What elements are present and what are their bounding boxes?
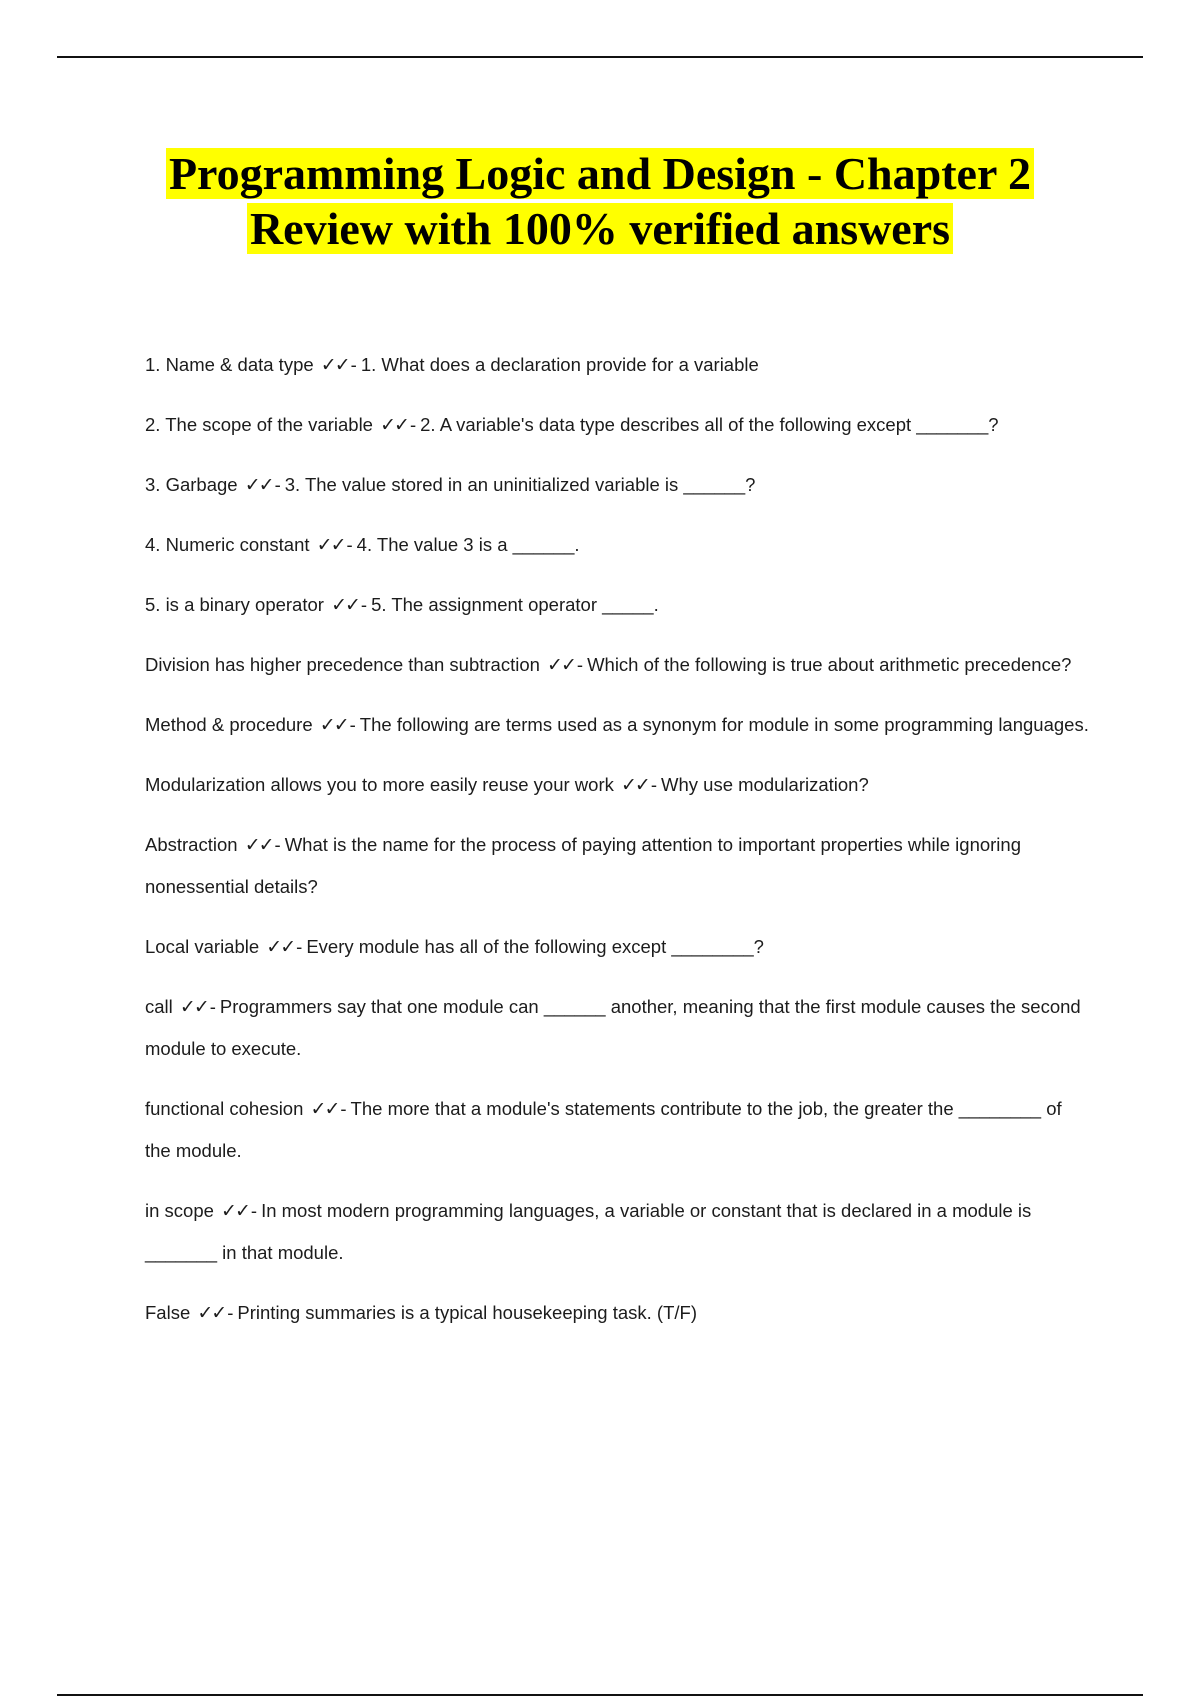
- answer-text: in scope: [145, 1200, 214, 1221]
- qa-item: [145, 986, 1090, 1070]
- separator-dash: -: [650, 774, 658, 795]
- separator-dash: -: [350, 354, 357, 375]
- separator-dash: -: [274, 474, 281, 495]
- question-text: 4. The value 3 is a ______.: [356, 534, 580, 555]
- separator-dash: -: [349, 714, 356, 735]
- question-text: Every module has all of the following except ________?: [306, 936, 764, 957]
- double-check-icon: ✓✓: [380, 414, 408, 436]
- separator-dash: -: [360, 594, 368, 615]
- title-line-1: Programming Logic and Design - Chapter 2: [166, 148, 1034, 199]
- answer-text: call: [145, 996, 173, 1017]
- answer-text: 4. Numeric constant: [145, 534, 310, 555]
- separator-dash: -: [250, 1200, 258, 1221]
- double-check-icon: ✓✓: [244, 474, 273, 496]
- question-text: The more that a module's statements contribute to the job, the greater the ________ of the module.: [145, 1098, 1062, 1161]
- question-text: 1. What does a declaration provide for a variable: [360, 354, 759, 375]
- title-block: [0, 146, 1200, 256]
- qa-item: [145, 704, 1090, 746]
- qa-item: [145, 344, 1090, 386]
- answer-text: Division has higher precedence than subtraction: [145, 654, 540, 675]
- question-text: Printing summaries is a typical housekeeping task. (T/F): [237, 1302, 697, 1323]
- question-text: Programmers say that one module can ______ another, meaning that the first module causes the second module to execute.: [145, 996, 1081, 1059]
- question-text: What is the name for the process of paying attention to important properties while ignoring nonessential details?: [145, 834, 1021, 897]
- separator-dash: -: [340, 1098, 347, 1119]
- separator-dash: -: [209, 996, 216, 1017]
- double-check-icon: ✓✓: [197, 1302, 226, 1324]
- question-text: 5. The assignment operator _____.: [371, 594, 659, 615]
- answer-text: 5. is a binary operator: [145, 594, 324, 615]
- double-check-icon: ✓✓: [547, 654, 575, 676]
- top-rule: [57, 56, 1143, 58]
- answer-text: functional cohesion: [145, 1098, 304, 1119]
- separator-dash: -: [409, 414, 417, 435]
- double-check-icon: ✓✓: [319, 714, 348, 736]
- qa-item: [145, 824, 1090, 908]
- qa-item: [145, 926, 1090, 968]
- answer-text: 1. Name & data type: [145, 354, 314, 375]
- double-check-icon: ✓✓: [316, 534, 345, 556]
- qa-item: [145, 764, 1090, 806]
- qa-item: [145, 1088, 1090, 1172]
- answer-text: Local variable: [145, 936, 260, 957]
- double-check-icon: ✓✓: [221, 1200, 249, 1222]
- answer-text: Abstraction: [145, 834, 238, 855]
- qa-item: [145, 584, 1090, 626]
- answer-text: Method & procedure: [145, 714, 313, 735]
- qa-item: [145, 524, 1090, 566]
- answer-text: 2. The scope of the variable: [145, 414, 373, 435]
- question-text: The following are terms used as a synonym for module in some programming languages.: [359, 714, 1089, 735]
- title-line-2: Review with 100% verified answers: [247, 203, 953, 254]
- separator-dash: -: [227, 1302, 234, 1323]
- answer-text: Modularization allows you to more easily reuse your work: [145, 774, 614, 795]
- double-check-icon: ✓✓: [621, 774, 649, 796]
- double-check-icon: ✓✓: [179, 996, 208, 1018]
- separator-dash: -: [274, 834, 281, 855]
- double-check-icon: ✓✓: [244, 834, 273, 856]
- qa-item: [145, 1292, 1090, 1334]
- double-check-icon: ✓✓: [331, 594, 359, 616]
- qa-item: [145, 1190, 1090, 1274]
- answer-text: 3. Garbage: [145, 474, 238, 495]
- question-text: In most modern programming languages, a variable or constant that is declared in a module is _______ in that module.: [145, 1200, 1032, 1263]
- separator-dash: -: [346, 534, 353, 555]
- qa-item: [145, 404, 1090, 446]
- qa-list: [145, 344, 1090, 1352]
- answer-text: False: [145, 1302, 191, 1323]
- qa-item: [145, 464, 1090, 506]
- question-text: 3. The value stored in an uninitialized variable is ______?: [284, 474, 756, 495]
- document-title: [0, 146, 1200, 256]
- question-text: Which of the following is true about arithmetic precedence?: [587, 654, 1072, 675]
- separator-dash: -: [576, 654, 584, 675]
- question-text: Why use modularization?: [661, 774, 869, 795]
- qa-item: [145, 644, 1090, 686]
- question-text: 2. A variable's data type describes all of the following except _______?: [420, 414, 999, 435]
- double-check-icon: ✓✓: [266, 936, 295, 958]
- double-check-icon: ✓✓: [320, 354, 349, 376]
- separator-dash: -: [296, 936, 303, 957]
- bottom-rule: [57, 1694, 1143, 1696]
- double-check-icon: ✓✓: [310, 1098, 339, 1120]
